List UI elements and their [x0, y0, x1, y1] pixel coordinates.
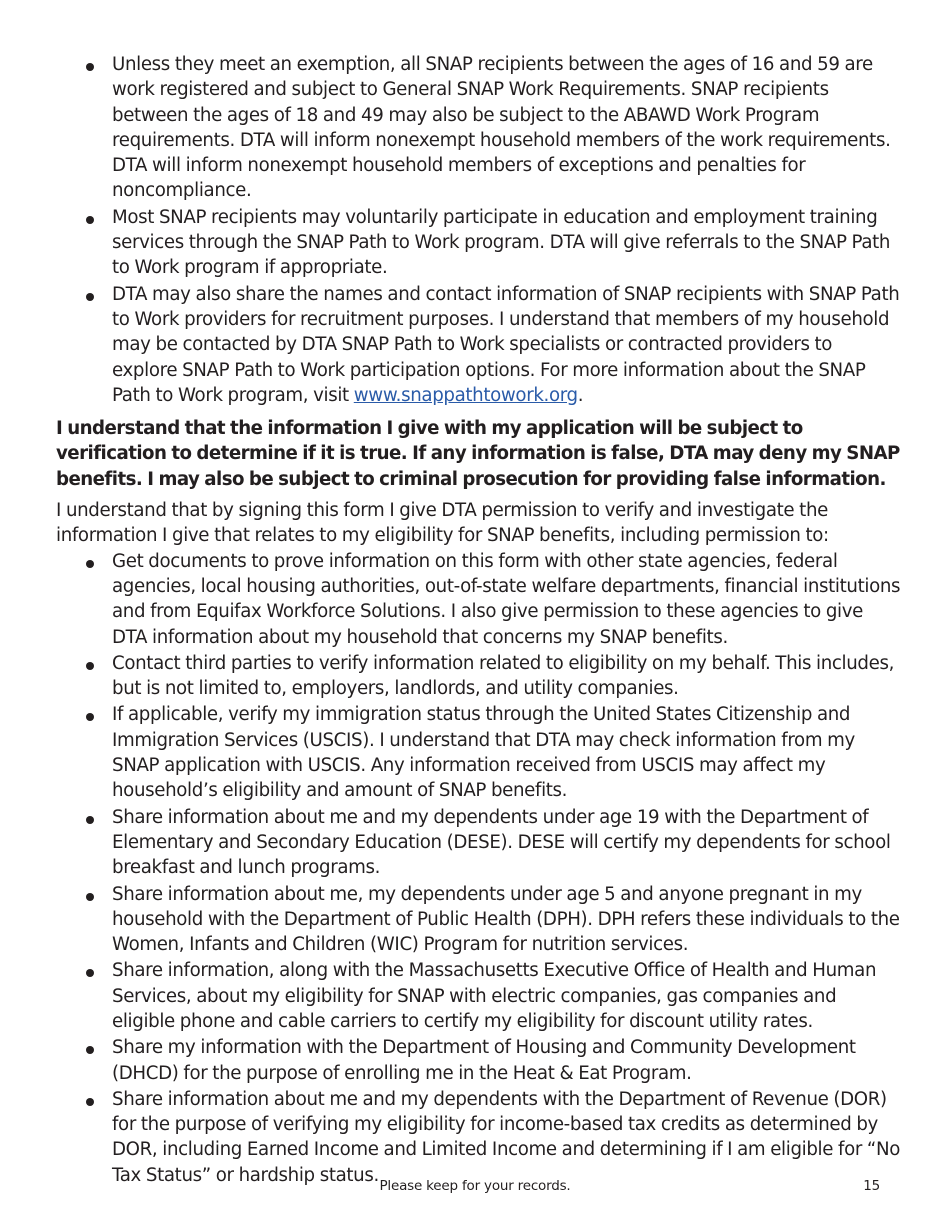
list-item — [56, 882, 901, 958]
bullet-icon — [86, 216, 94, 224]
list-item-text: Contact third parties to verify information related to eligibility on my behalf. This includes, but is not limited to, employers, landlords, and utility companies. — [112, 652, 895, 700]
work-requirements-list — [56, 52, 901, 408]
page-footer — [0, 1178, 950, 1198]
list-item-suffix: . — [577, 384, 584, 406]
bullet-icon — [86, 293, 94, 301]
document-page — [56, 52, 901, 1189]
list-item — [56, 205, 901, 281]
permission-intro: I understand that by signing this form I give DTA permission to verify and investigate the information I give that relates to my eligibility for SNAP benefits, including permission to: — [56, 500, 829, 547]
list-item — [56, 1087, 901, 1188]
list-item — [56, 52, 901, 204]
bullet-icon — [86, 893, 94, 901]
list-item-text: DTA may also share the names and contact information of SNAP recipients with SNAP Path to Work providers for recruitment purposes. I understand that members of my household may be contacted by DTA SNAP Path to Work specialists or contracted providers to explore SNAP Path to Work participation options. For more information about the SNAP Path to Work program, visit — [112, 283, 900, 406]
page-number: 15 — [863, 1178, 880, 1194]
bullet-icon — [86, 713, 94, 721]
list-item — [56, 282, 901, 408]
verification-notice: I understand that the information I give with my application will be subject to verification to determine if it is true. If any information is false, DTA may deny my SNAP benefits. I may also be subject to criminal prosecution for providing false information. — [56, 418, 900, 490]
bullet-icon — [86, 63, 94, 71]
bullet-icon — [86, 816, 94, 824]
list-item-text: Share information about me and my dependents with the Department of Revenue (DOR) for the purpose of verifying my eligibility for income-based tax credits as determined by DOR, including Earned Income and Limited Income and determining if I am eligible for “No Tax Status” or hardship status. — [112, 1088, 901, 1186]
list-item — [56, 805, 901, 881]
list-item — [56, 549, 901, 650]
list-item — [56, 1035, 901, 1086]
list-item-text: Get documents to prove information on this form with other state agencies, federal agencies, local housing authorities, out-of-state welfare departments, financial institutions and from Equifax Workforce Solutions. I also give permission to these agencies to give DTA information about my household that concerns my SNAP benefits. — [112, 550, 901, 648]
list-item-text: If applicable, verify my immigration status through the United States Citizenship and Immigration Services (USCIS). I understand that DTA may check information from my SNAP application with USCIS. Any information received from USCIS may affect my household’s eligibility and amount of SNAP benefits. — [112, 704, 855, 802]
list-item-text: Most SNAP recipients may voluntarily participate in education and employment training services through the SNAP Path to Work program. DTA will give referrals to the SNAP Path to Work program if appropriate. — [112, 206, 891, 279]
list-item-text: Share information, along with the Massachusetts Executive Office of Health and Human Services, about my eligibility for SNAP with electric companies, gas companies and eligible phone and cable carriers to certify my eligibility for discount utility rates. — [112, 960, 877, 1032]
bullet-icon — [86, 662, 94, 670]
list-item-text: Unless they meet an exemption, all SNAP recipients between the ages of 16 and 59 are work registered and subject to General SNAP Work Requirements. SNAP recipients between the ages of 18 and 49 may also be subject to the ABAWD Work Program requirements. DTA will inform nonexempt household members of the work requirements. DTA will inform nonexempt household members of exceptions and penalties for noncompliance. — [112, 54, 891, 202]
list-item — [56, 958, 901, 1034]
permission-list — [56, 549, 901, 1188]
records-note: Please keep for your records. — [379, 1178, 571, 1194]
list-item-text: Share information about me, my dependents under age 5 and anyone pregnant in my household with the Department of Public Health (DPH). DPH refers these individuals to the Women, Infants and Children (WIC) Program for nutrition services. — [112, 883, 900, 956]
list-item-text: Share information about me and my dependents under age 19 with the Department of Elementary and Secondary Education (DESE). DESE will certify my dependents for school breakfast and lunch programs. — [112, 806, 891, 879]
bullet-icon — [86, 560, 94, 568]
bullet-icon — [86, 969, 94, 977]
bullet-icon — [86, 1098, 94, 1106]
list-item — [56, 702, 901, 803]
bullet-icon — [86, 1046, 94, 1054]
snap-path-to-work-link[interactable]: www.snappathtowork.org — [353, 384, 578, 406]
list-item — [56, 651, 901, 702]
list-item-text: Share my information with the Department of Housing and Community Development (DHCD) for the purpose of enrolling me in the Heat & Eat Program. — [112, 1037, 856, 1084]
